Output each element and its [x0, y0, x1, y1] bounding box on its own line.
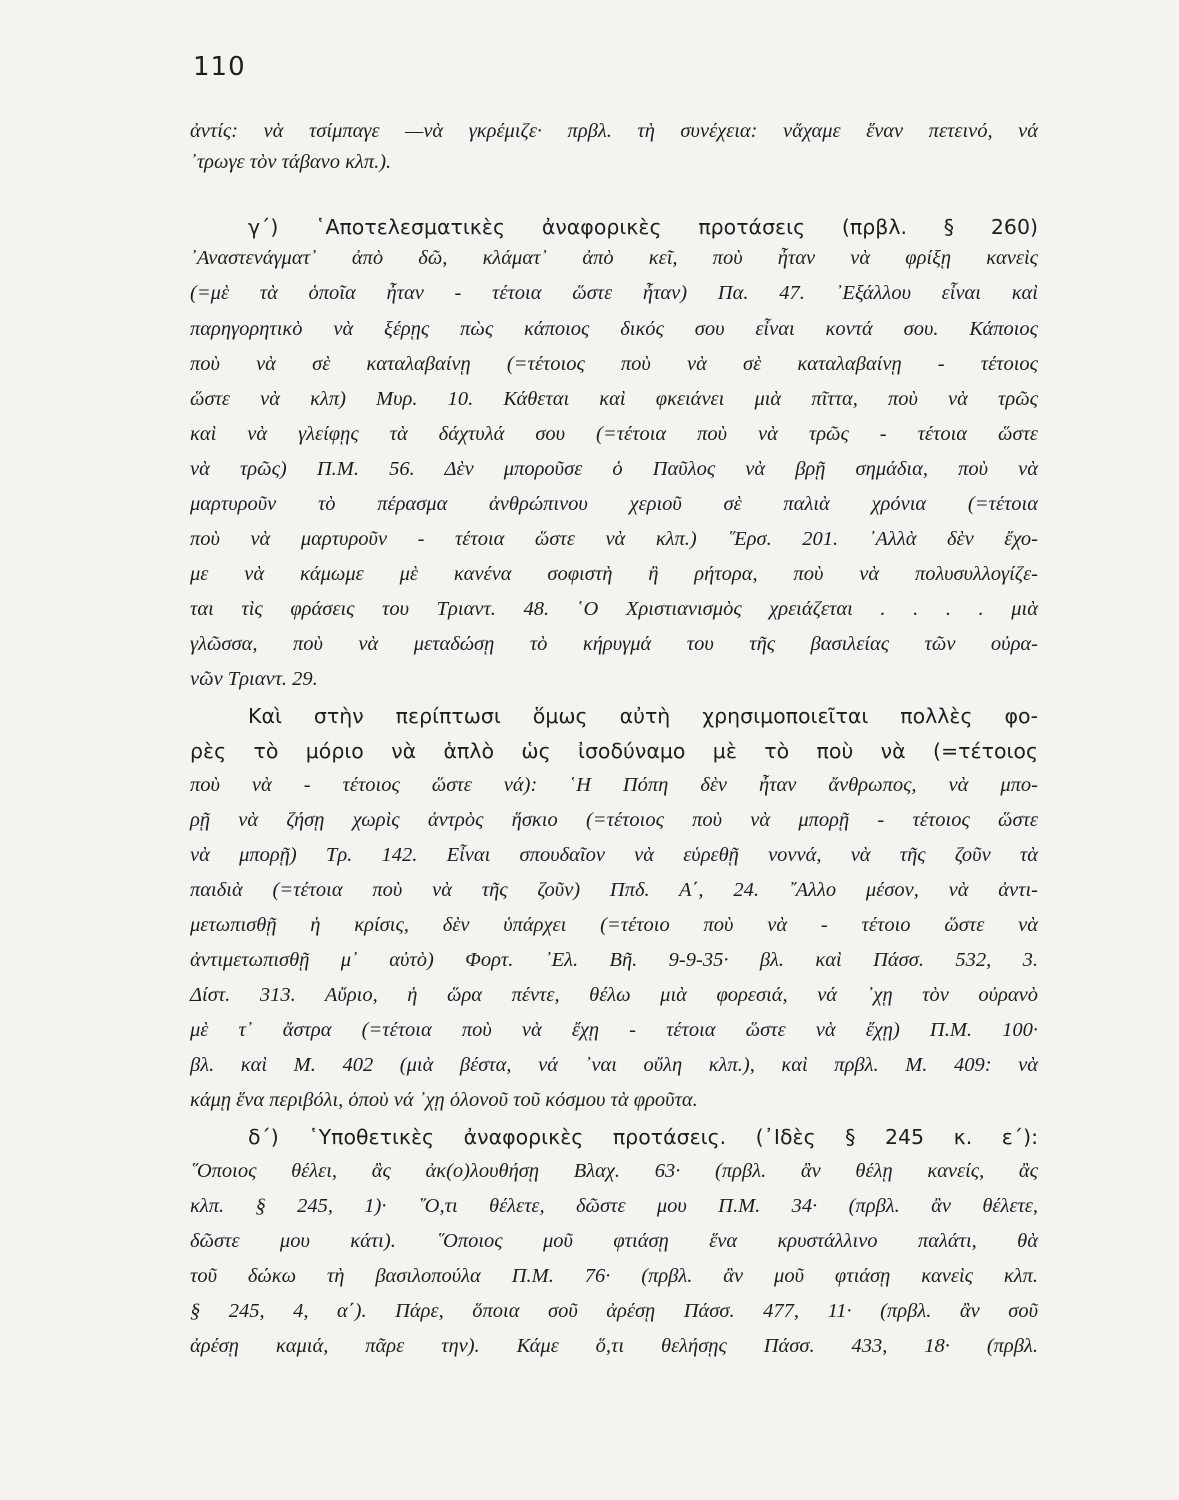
- page-number: 110: [193, 52, 246, 82]
- section-heading-gamma: γ΄) ῾Αποτελεσματικὲς ἀναφορικὲς προτάσεις (πρβλ. § 260): [248, 215, 1038, 239]
- text-line: ποὺ νὰ μαρτυροῦν - τέτοια ὥστε νὰ κλπ.) ῞Ερσ. 201. ᾿Αλλὰ δὲν ἔχο-: [190, 528, 1038, 550]
- text-line: ἀρέσῃ καμιά, πᾶρε την). Κάμε ὅ,τι θελήσῃς Πάσσ. 433, 18· (πρβλ.: [190, 1335, 1038, 1357]
- text-line: (=μὲ τὰ ὁποῖα ἦταν - τέτοια ὥστε ἦταν) Πα. 47. ᾿Εξάλλου εἶναι καὶ: [190, 282, 1038, 304]
- text-line: Καὶ στὴν περίπτωσι ὅμως αὐτὴ χρησιμοποιεῖται πολλὲς φο-: [248, 704, 1038, 728]
- text-line: νὰ τρῶς) Π.Μ. 56. Δὲν μποροῦσε ὁ Παῦλος νὰ βρῇ σημάδια, ποὺ νὰ: [190, 458, 1038, 480]
- text-line: ὥστε νὰ κλπ) Μυρ. 10. Κάθεται καὶ φκειάνει μιὰ πῖττα, ποὺ νὰ τρῶς: [190, 388, 1038, 410]
- text-line: μετωπισθῇ ἡ κρίσις, δὲν ὑπάρχει (=τέτοιο ποὺ νὰ - τέτοιο ὥστε νὰ: [190, 914, 1038, 936]
- text-line: ἀντιμετωπισθῇ μ᾿ αὐτὸ) Φορτ. ᾿Ελ. Βῆ. 9-9-35· βλ. καὶ Πάσσ. 532, 3.: [190, 949, 1038, 971]
- text-line: καὶ νὰ γλείφῃς τὰ δάχτυλά σου (=τέτοια ποὺ νὰ τρῶς - τέτοια ὥστε: [190, 423, 1038, 445]
- text-line: Δίστ. 313. Αὔριο, ἡ ὥρα πέντε, θέλω μιὰ φορεσιά, νά ᾿χῃ τὸν οὐρανὸ: [190, 984, 1038, 1006]
- text-line: παρηγορητικὸ νὰ ξέρῃς πὼς κάποιος δικός σου εἶναι κοντά σου. Κάποιος: [190, 318, 1038, 340]
- text-line: ᾿Αναστενάγματ᾿ ἀπὸ δῶ, κλάματ᾿ ἀπὸ κεῖ, ποὺ ἦταν νὰ φρίξῃ κανεὶς: [190, 247, 1038, 269]
- text-line: § 245, 4, α΄). Πάρε, ὅποια σοῦ ἀρέσῃ Πάσσ. 477, 11· (πρβλ. ἂν σοῦ: [190, 1300, 1038, 1322]
- text-line: παιδιὰ (=τέτοια ποὺ νὰ τῆς ζοῦν) Ππδ. Α΄, 24. ῎Αλλο μέσον, νὰ ἀντι-: [190, 879, 1038, 901]
- text-line: δῶστε μου κάτι). ῞Οποιος μοῦ φτιάσῃ ἕνα κρυστάλλινο παλάτι, θὰ: [190, 1230, 1038, 1252]
- text-line: κάμῃ ἕνα περιβόλι, ὁποὺ νά ᾿χῃ ὁλονοῦ τοῦ κόσμου τὰ φροῦτα.: [190, 1089, 698, 1111]
- text-line: γλῶσσα, ποὺ νὰ μεταδώσῃ τὸ κήρυγμά του τῆς βασιλείας τῶν οὐρα-: [190, 633, 1038, 655]
- text-line: ρῇ νὰ ζήσῃ χωρὶς ἀντρὸς ἥσκιο (=τέτοιος ποὺ νὰ μπορῇ - τέτοιος ὥστε: [190, 809, 1038, 831]
- text-line: ῞Οποιος θέλει, ἂς ἀκ(ο)λουθήσῃ Βλαχ. 63· (πρβλ. ἂν θέλῃ κανείς, ἂς: [190, 1160, 1038, 1182]
- text-line: ρὲς τὸ μόριο νὰ ἁπλὸ ὡς ἰσοδύναμο μὲ τὸ ποὺ νὰ (=τέτοιος: [190, 739, 1038, 763]
- text-line: νῶν Τριαντ. 29.: [190, 668, 318, 690]
- text-line: ᾿τρωγε τὸν τάβανο κλπ.).: [190, 151, 392, 173]
- text-line: ποὺ νὰ - τέτοιος ὥστε νά): ῾Η Πόπη δὲν ἦταν ἄνθρωπος, νὰ μπο-: [190, 774, 1038, 796]
- text-line: τοῦ δώκω τὴ βασιλοπούλα Π.Μ. 76· (πρβλ. ἂν μοῦ φτιάσῃ κανεὶς κλπ.: [190, 1265, 1038, 1287]
- text-line: κλπ. § 245, 1)· ῞Ο,τι θέλετε, δῶστε μου Π.Μ. 34· (πρβλ. ἂν θέλετε,: [190, 1195, 1038, 1217]
- text-line: μὲ τ᾿ ἄστρα (=τέτοια ποὺ νὰ ἔχῃ - τέτοια ὥστε νὰ ἔχῃ) Π.Μ. 100·: [190, 1019, 1038, 1041]
- text-line: ποὺ νὰ σὲ καταλαβαίνῃ (=τέτοιος ποὺ νὰ σὲ καταλαβαίνῃ - τέτοιος: [190, 353, 1038, 375]
- text-line: βλ. καὶ Μ. 402 (μιὰ βέστα, νά ᾿ναι οὔλη κλπ.), καὶ πρβλ. Μ. 409: νὰ: [190, 1054, 1038, 1076]
- text-line: ἀντίς: νὰ τσίμπαγε —νὰ γκρέμιζε· πρβλ. τὴ συνέχεια: νἄχαμε ἕναν πετεινό, νά: [190, 120, 1038, 142]
- section-heading-delta: δ΄) ῾Υποθετικὲς ἀναφορικὲς προτάσεις. (᾿Ιδὲς § 245 κ. ε΄):: [248, 1125, 1038, 1149]
- text-line: με νὰ κάμωμε μὲ κανένα σοφιστὴ ἢ ρήτορα, ποὺ νὰ πολυσυλλογίζε-: [190, 563, 1038, 585]
- text-line: μαρτυροῦν τὸ πέρασμα ἀνθρώπινου χεριοῦ σὲ παλιὰ χρόνια (=τέτοια: [190, 493, 1038, 515]
- text-line: νὰ μπορῇ) Τρ. 142. Εἶναι σπουδαῖον νὰ εὑρεθῇ νοννά, νὰ τῆς ζοῦν τὰ: [190, 844, 1038, 866]
- text-line: ται τὶς φράσεις του Τριαντ. 48. ῾Ο Χριστιανισμὸς χρειάζεται . . . . μιὰ: [190, 598, 1038, 620]
